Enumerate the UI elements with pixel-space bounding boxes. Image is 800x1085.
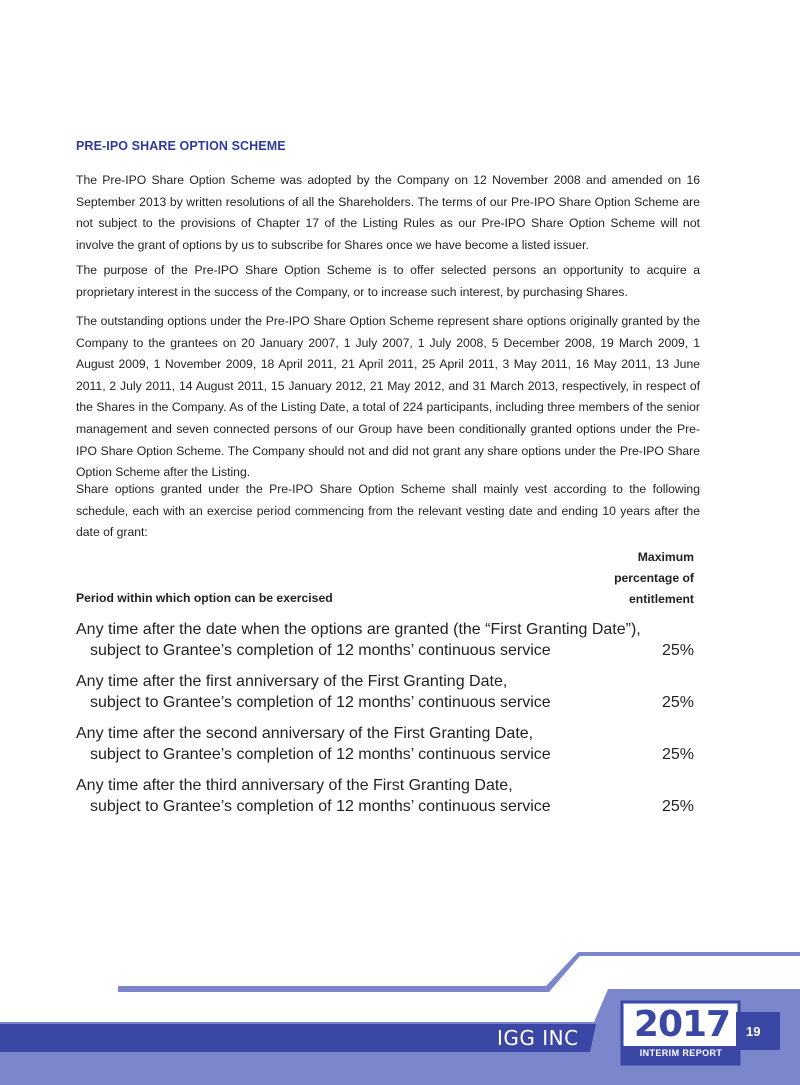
vesting-period-line: Any time after the third anniversary of the First Granting Date, [76, 777, 513, 794]
report-year: 2017 [633, 1004, 731, 1045]
vesting-percentage: 25% [661, 798, 694, 815]
vesting-period-line: Any time after the date when the options are granted (the “First Granting Date”), [76, 621, 641, 638]
vesting-percentage: 25% [661, 746, 694, 763]
section-heading: PRE-IPO SHARE OPTION SCHEME [76, 139, 286, 153]
report-type: INTERIM REPORT [639, 1048, 723, 1058]
paragraph-purpose: The purpose of the Pre-IPO Share Option Scheme is to offer selected persons an opportunity to acquire a proprietary interest in the success of the Company, or to increase such interest, by purchasing Shares. [76, 263, 700, 299]
vesting-percentage: 25% [661, 642, 694, 659]
vesting-condition-line: subject to Grantee’s completion of 12 months’ continuous service [90, 746, 551, 763]
vesting-condition-line: subject to Grantee’s completion of 12 months’ continuous service [90, 642, 551, 659]
page-number: 19 [746, 1024, 761, 1039]
vesting-period-line: Any time after the first anniversary of the First Granting Date, [76, 673, 508, 690]
paragraph-vesting-intro: Share options granted under the Pre-IPO Share Option Scheme shall mainly vest according to the following schedule, each with an exercise period commencing from the relevant vesting date and ending 10 years after the date of grant: [76, 482, 700, 540]
vesting-percentage: 25% [661, 694, 694, 711]
vesting-period-line: Any time after the second anniversary of the First Granting Date, [76, 725, 534, 742]
vesting-row [76, 619, 694, 661]
vesting-row [76, 723, 694, 765]
vesting-row [76, 775, 694, 817]
paragraph-outstanding-options: The outstanding options under the Pre-IPO Share Option Scheme represent share options originally granted by the Company to the grantees on 20 January 2007, 1 July 2007, 1 July 2008, 5 December 2008, 19 March 2009, 1 August 2009, 1 November 2009, 18 April 2011, 21 April 2011, 25 April 2011, 3 May 2011, 16 May 2011, 13 June 2011, 2 July 2011, 14 August 2011, 15 January 2012, 21 May 2012, and 31 March 2013, respectively, in respect of the Shares in the Company. As of the Listing Date, a total of 224 participants, including three members of the senior management and seven connected persons of our Group have been conditionally granted options under the Pre-IPO Share Option Scheme. The Company should not and did not grant any share options under the Pre-IPO Share Option Scheme after the Listing. [76, 314, 700, 480]
entitlement-header-line: entitlement [628, 592, 694, 606]
entitlement-column-header [614, 547, 694, 610]
company-name: IGG INC [497, 1026, 579, 1050]
vesting-condition-line: subject to Grantee’s completion of 12 months’ continuous service [90, 798, 551, 815]
paragraph-adoption: The Pre-IPO Share Option Scheme was adopted by the Company on 12 November 2008 and amended on 16 September 2013 by written resolutions of all the Shareholders. The terms of our Pre-IPO Share Option Scheme are not subject to the provisions of Chapter 17 of the Listing Rules as our Pre-IPO Share Option Scheme will not involve the grant of options by us to subscribe for Shares once we have become a listed issuer. [76, 173, 700, 252]
vesting-condition-line: subject to Grantee’s completion of 12 months’ continuous service [90, 694, 551, 711]
footer-rule [118, 952, 800, 992]
vesting-row [76, 671, 694, 713]
entitlement-header-line: percentage of [614, 571, 694, 585]
period-column-header: Period within which option can be exercised [76, 591, 333, 605]
entitlement-header-line: Maximum [637, 550, 694, 564]
